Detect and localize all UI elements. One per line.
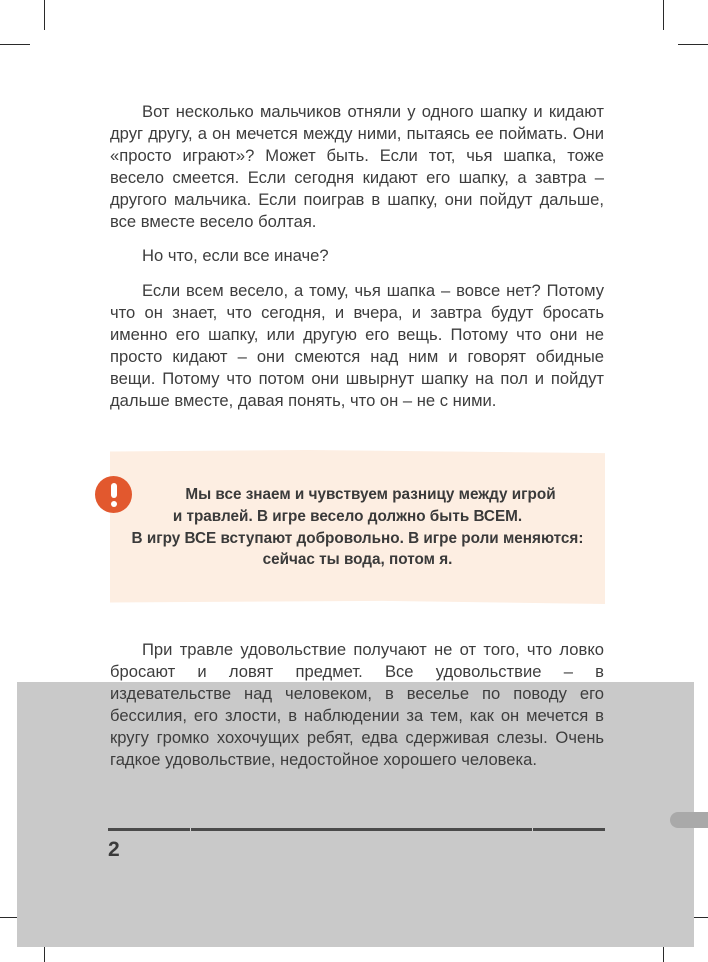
paragraph-4: При травле удовольствие получают не от того, что ловко бросают и ловят предмет. Все удовольствие – в издевательстве над человеком, в веселье по поводу его бессилия, его злости, в наблюдении за тем, как он мечется в кругу громко хохочущих ребят, едва сдерживая слезы. Очень гадкое удовольствие, недостойное хорошего человека. [110, 640, 604, 769]
note-line-1: Мы все знаем и чувствуем разницу между игрой [185, 486, 556, 503]
crop-mark [678, 44, 708, 45]
note-line-3: В игру ВСЕ вступают добровольно. В игре роли меняются: [131, 530, 584, 547]
page-number: 2 [108, 838, 120, 861]
paragraph-2: Но что, если все иначе? [142, 246, 329, 265]
gray-edge-tab [670, 812, 708, 828]
crop-mark [0, 44, 30, 45]
paragraph-3: Если всем весело, а тому, чья шапка – вовсе нет? Потому что он знает, что сегодня, и вчера, и завтра будут бросать именно его шапку, или другую его вещь. Потому что они не просто кидают – они смеются над ним и говорят обидные вещи. Потому что потом они швырнут шапку на пол и пойдут дальше вместе, давая понять, что он – не с ними. [110, 281, 604, 410]
note-line-2: и травлей. В игре весело должно быть ВСЕМ. [172, 508, 523, 525]
note-line-4: сейчас ты вода, потом я. [262, 551, 453, 568]
paragraph-1: Вот несколько мальчиков отняли у одного шапку и кидают друг другу, а он мечется между ними, пытаясь ее поймать. Они «просто играют»? Может быть. Если тот, чья шапка, тоже весело смеется. Если сегодня кидают его шапку, а завтра – другого мальчика. Если поиграв в шапку, они пойдут дальше, все вместе весело болтая. [110, 102, 604, 231]
crop-mark [663, 0, 664, 30]
crop-mark [44, 0, 45, 30]
footer-rule [108, 828, 605, 831]
note-box [110, 450, 605, 604]
